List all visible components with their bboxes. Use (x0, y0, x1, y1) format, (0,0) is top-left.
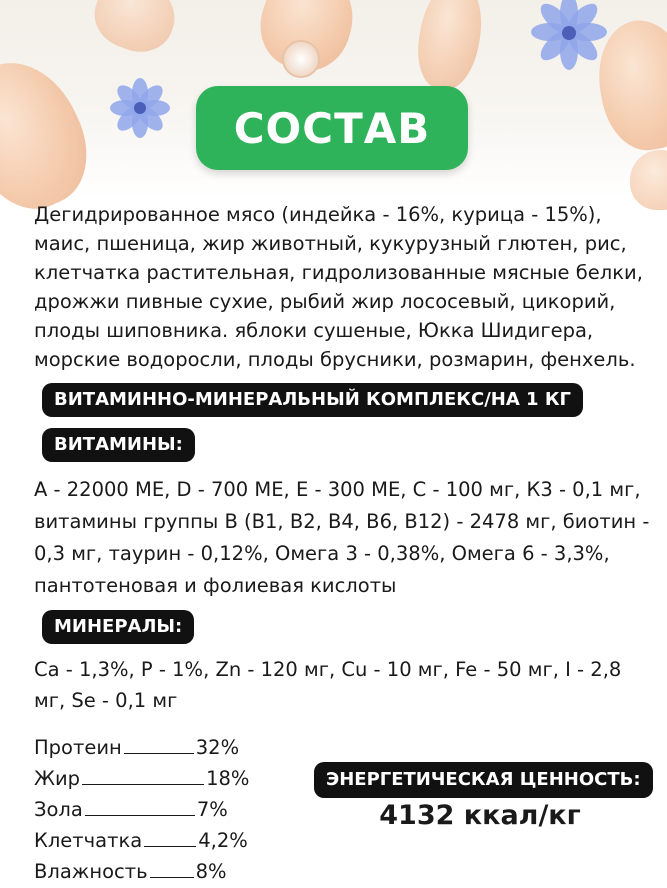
leader-line (82, 784, 204, 785)
page-title: СОСТАВ (233, 103, 431, 153)
analysis-row-protein (34, 728, 304, 759)
energy-value: 4132 ккал/кг (379, 800, 581, 831)
analysis-list (34, 728, 304, 883)
chicory-flower-icon (528, 0, 608, 74)
vitamins-label: ВИТАМИНЫ: (42, 428, 195, 462)
analysis-name: Влажность (34, 860, 148, 883)
chicory-flower-icon (110, 78, 170, 138)
analysis-name: Зола (34, 798, 83, 821)
minerals-text: Ca - 1,3%, P - 1%, Zn - 120 мг, Cu - 10 мг, Fe - 50 мг, I - 2,8 мг, Se - 0,1 мг (34, 658, 622, 712)
title-badge (196, 86, 468, 170)
analysis-value: 18% (206, 767, 250, 790)
leader-line (124, 753, 194, 754)
minerals-label: МИНЕРАЛЫ: (42, 610, 194, 644)
vitamins-text: А - 22000 МЕ, D - 700 МЕ, Е - 300 МЕ, С - 100 мг, К3 - 0,1 мг, витамины группы В (В1, В2, В4, В6, В12) - 2478 мг, биотин - 0,3 мг, таурин - 0,12%, Омега 3 - 0,38%, Омега 6 - 3,3%, пантотеновая и фолиевая кислоты (34, 478, 650, 597)
analysis-row-fat (34, 759, 304, 790)
analysis-value: 32% (195, 736, 240, 759)
analysis-row-fiber (34, 821, 304, 852)
analysis-row-ash (34, 790, 304, 821)
analysis-name: Протеин (34, 736, 122, 759)
leader-line (85, 815, 195, 816)
composition-text: Дегидрированное мясо (индейка - 16%, курица - 15%), маис, пшеница, жир животный, кукурузный глютен, рис, клетчатка растительная, гидролизованные мясные белки, дрожжи пивные сухие, рыбий жир лососевый, цикорий, плоды шиповника. яблоки сушеные, Юкка Шидигера, морские водоросли, плоды брусники, розмарин, фенхель. (34, 203, 643, 371)
analysis-value: 7% (196, 798, 228, 821)
leader-line (150, 877, 194, 878)
analysis-row-moisture (34, 852, 304, 883)
analysis-name: Клетчатка (34, 829, 143, 852)
complex-label: ВИТАМИННО-МИНЕРАЛЬНЫЙ КОМПЛЕКС/НА 1 КГ (42, 383, 583, 417)
analysis-name: Жир (34, 767, 81, 790)
leader-line (144, 846, 196, 847)
energy-label: ЭНЕРГЕТИЧЕСКАЯ ЦЕННОСТЬ: (314, 762, 653, 798)
analysis-value: 4,2% (198, 829, 248, 852)
analysis-value: 8% (195, 860, 227, 883)
